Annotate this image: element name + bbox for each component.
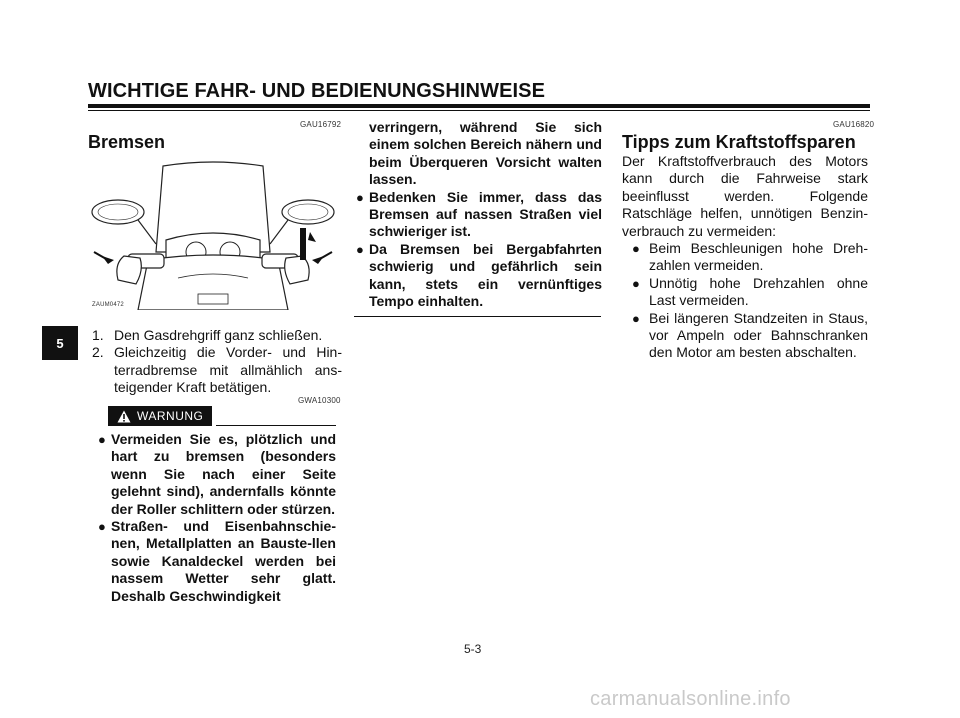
page-header-title: WICHTIGE FAHR- UND BEDIENUNGSHINWEISE	[88, 80, 546, 102]
fuel-bullet-item	[622, 310, 868, 362]
bullet-text: Beim Beschleunigen hohe Dreh-zahlen vermeiden.	[649, 240, 868, 274]
section-code-brakes: GAU16792	[300, 120, 342, 129]
bullet-icon: ●	[98, 432, 106, 447]
warning-rule	[216, 425, 336, 426]
warning-badge	[108, 406, 212, 426]
bullet-icon: ●	[356, 241, 364, 257]
bullet-text: Straßen- und Eisenbahnschie-nen, Metallplatten an Bauste-llen sowie Kanaldeckel werden bei nassem Wetter sehr glatt. Deshalb Geschwindigkeit	[111, 518, 336, 604]
continuation-text: verringern, während Sie sich einem solchen Bereich nähern und beim Überqueren Vorsicht walten lassen.	[369, 119, 602, 188]
bullet-icon: ●	[632, 241, 640, 257]
brake-steps	[92, 327, 342, 397]
warning-end-rule	[354, 316, 601, 317]
section-title-brakes: Bremsen	[88, 132, 166, 152]
warning-triangle-icon	[117, 410, 131, 423]
step-item	[92, 344, 342, 396]
bullet-text: Unnötig hohe Drehzahlen ohne Last vermeiden.	[649, 274, 868, 309]
chapter-tab: 5	[42, 326, 78, 360]
bullet-text: Bei längeren Standzeiten in Staus, vor Ampeln oder Bahnschranken den Motor am besten abschalten.	[649, 309, 868, 361]
step-text: Den Gasdrehgriff ganz schließen.	[114, 327, 323, 343]
step-text: Gleichzeitig die Vorder- und Hin-terradbremse mit allmählich ans-teigender Kraft betätigen.	[114, 344, 342, 396]
illustration-code: ZAUM0472	[92, 302, 124, 308]
fuel-tips	[622, 153, 868, 362]
warning-bullet-item	[98, 431, 336, 518]
page-number: 5-3	[464, 642, 482, 656]
header-rule-thin	[88, 110, 870, 111]
warning-bullet-item	[356, 241, 602, 311]
fuel-bullet-item	[622, 275, 868, 310]
bullet-icon: ●	[632, 310, 640, 326]
warning-bullet-item	[98, 518, 336, 605]
warning-header	[108, 406, 336, 428]
handlebar-illustration	[88, 160, 338, 310]
bullet-icon: ●	[356, 189, 364, 205]
warning-label: WARNUNG	[137, 409, 204, 423]
warning-bullets	[98, 431, 336, 605]
bullet-icon: ●	[632, 275, 640, 291]
bullet-text: Vermeiden Sie es, plötzlich und hart zu bremsen (besonders wenn Sie nach einer Seite gelehnt sind), andernfalls könnte der Roller schlittern oder stürzen.	[111, 431, 336, 517]
header-rule	[88, 104, 870, 108]
step-item	[92, 327, 342, 344]
bullet-text: Da Bremsen bei Bergabfahrten schwierig und gefährlich sein kann, stets ein vernünftiges Tempo einhalten.	[369, 240, 602, 310]
step-number: 2.	[92, 344, 104, 361]
bullet-icon: ●	[98, 519, 106, 535]
bullet-text: Bedenken Sie immer, dass das Bremsen auf nassen Straßen viel schwieriger ist.	[369, 188, 602, 240]
warning-continuation	[356, 119, 602, 310]
section-code-fuel: GAU16820	[833, 120, 875, 129]
fuel-bullet-item	[622, 240, 868, 275]
warning-code: GWA10300	[298, 396, 341, 405]
warning-bullet-item	[356, 189, 602, 241]
section-title-fuel: Tipps zum Kraftstoffsparen	[622, 132, 856, 152]
watermark: carmanualsonline.info	[590, 688, 791, 710]
step-number: 1.	[92, 327, 104, 343]
fuel-intro: Der Kraftstoffverbrauch des Motors kann durch die Fahrweise stark beeinflusst werden. Folgende Ratschläge helfen, unnötigen Benzin-verbrauch zu vermeiden:	[622, 153, 868, 239]
